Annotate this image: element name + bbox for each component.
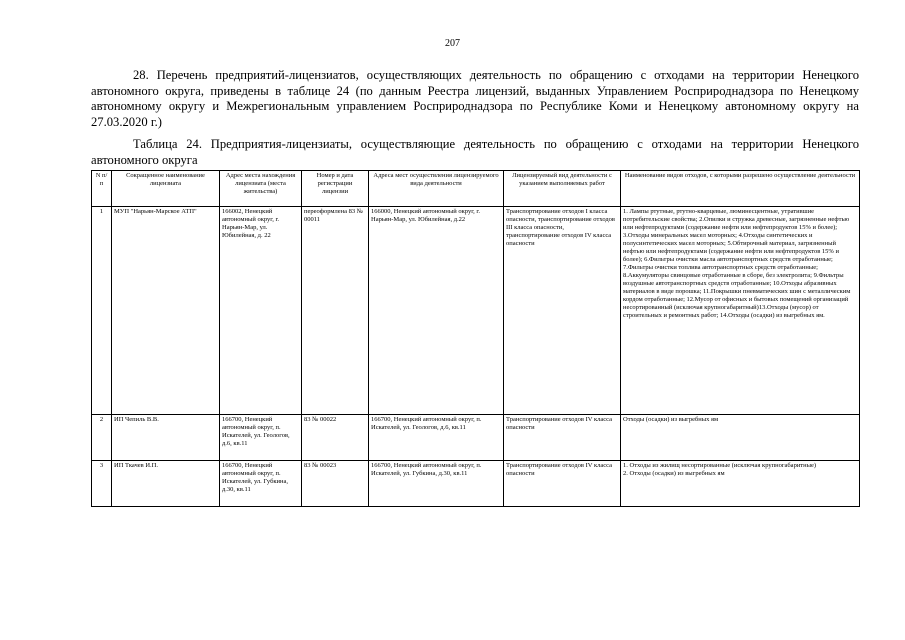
header-activity: Лицензируемый вид деятельности с указанием выполняемых работ <box>504 171 621 207</box>
table-row <box>92 207 860 415</box>
cell-address: 166002, Ненецкий автономный округ, г. Нарьян-Мар, ул. Юбилейная, д. 22 <box>220 207 302 415</box>
cell-sites: 166700, Ненецкий автономный округ, п. Искателей, ул. Геологов, д.6, кв.11 <box>369 415 504 461</box>
cell-waste: Отходы (осадки) из выгребных ям <box>621 415 860 461</box>
table-header-row <box>92 171 860 207</box>
cell-name: ИП Ткачев И.П. <box>112 461 220 507</box>
cell-name: ИП Чепиль В.В. <box>112 415 220 461</box>
header-license: Номер и дата регистрации лицензии <box>302 171 369 207</box>
header-waste: Наименование видов отходов, с которыми разрешено осуществление деятельности <box>621 171 860 207</box>
cell-sites: 166700, Ненецкий автономный округ, п. Искателей, ул. Губкина, д.30, кв.11 <box>369 461 504 507</box>
licensees-table <box>91 170 860 507</box>
cell-num: 3 <box>92 461 112 507</box>
table-row <box>92 415 860 461</box>
paragraph-28 <box>91 68 859 130</box>
page-number: 207 <box>445 38 460 49</box>
cell-name: МУП "Нарьян-Марское АТП" <box>112 207 220 415</box>
cell-license: 83 № 00022 <box>302 415 369 461</box>
waste-line: 1. Отходы из жилищ несортированные (исключая крупногабаритные) <box>623 462 817 469</box>
table-row <box>92 461 860 507</box>
cell-num: 1 <box>92 207 112 415</box>
table-caption-text: Таблица 24. Предприятия-лицензиаты, осуществляющие деятельность по обращению с отходами на территории Ненецкого автономного округа <box>91 137 859 167</box>
waste-line: 2. Отходы (осадки) из выгребных ям <box>623 470 725 477</box>
header-sites: Адреса мест осуществления лицензируемого вида деятельности <box>369 171 504 207</box>
cell-num: 2 <box>92 415 112 461</box>
cell-activity: Транспортирование отходов IV класса опасности <box>504 461 621 507</box>
header-name: Сокращенное наименование лицензиата <box>112 171 220 207</box>
cell-address: 166700, Ненецкий автономный округ, п. Искателей, ул. Губкина, д.30, кв.11 <box>220 461 302 507</box>
cell-activity: Транспортирование отходов I класса опасности, транспортирование отходов III класса опасности, транспортирование отходов IV класса опасности <box>504 207 621 415</box>
header-num: N п/ п <box>92 171 112 207</box>
cell-waste <box>621 461 860 507</box>
cell-sites: 166000, Ненецкий автономный округ, г. Нарьян-Мар, ул. Юбилейная, д.22 <box>369 207 504 415</box>
cell-address: 166700, Ненецкий автономный округ, п. Искателей, ул. Геологов, д.6, кв.11 <box>220 415 302 461</box>
cell-license: 83 № 00023 <box>302 461 369 507</box>
cell-waste: 1. Лампы ртутные, ртутно-кварцевые, люминесцентные, утратившие потребительские свойства; 2.Опилки и стружка древесные, загрязненные нефтью или нефтепродуктами (содержание нефти или нефтепродуктов 15% и более); 3.Отходы минеральных масел моторных; 4.Отходы синтетических и полусинтетических масел моторных; 5.Обтирочный материал, загрязненный нефтью или нефтепродуктами (содержание нефти или нефтепродуктов 15% и более); 6.Фильтры очистки масла автотранспортных средств отработанные; 7.Фильтры очистки топлива автотранспортных средств отработанные; 8.Аккумуляторы свинцовые отработанные в сборе, без электролита; 9.Фильтры воздушные автотранспортных средств отработанные; 10.Отходы абразивных материалов в виде порошка; 11.Покрышки пневматических шин с металлическим кордом отработанные; 12.Мусор от офисных и бытовых помещений организаций несортированный (исключая крупногабаритный)13.Отходы (мусор) от строительных и ремонтных работ; 14.Отходы (осадки) из выгребных ям. <box>621 207 860 415</box>
paragraph-28-text: 28. Перечень предприятий-лицензиатов, осуществляющих деятельность по обращению с отходами на территории Ненецкого автономного округа, приведены в таблице 24 (по данным Реестра лицензий, выданных Управлением Росприроднадзора по Ненецкому автономному округу и Межрегиональным управлением Росприроднадзора по Республике Коми и Ненецкому автономному округу на 27.03.2020 г.) <box>91 68 859 129</box>
header-address: Адрес места нахождения лицензиата (места жительства) <box>220 171 302 207</box>
table-caption <box>91 137 859 168</box>
cell-activity: Транспортирование отходов IV класса опасности <box>504 415 621 461</box>
cell-license: переоформлена 83 № 00011 <box>302 207 369 415</box>
